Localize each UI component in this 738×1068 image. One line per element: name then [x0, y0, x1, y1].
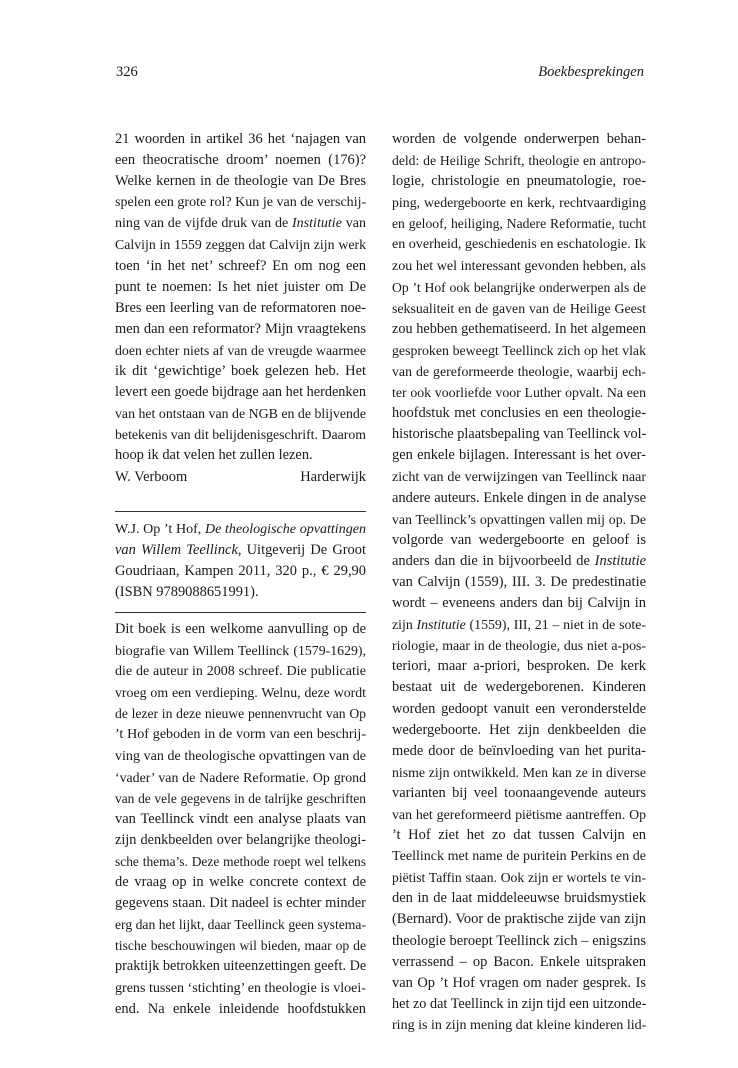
text-line: vroeg om een verdieping. Welnu, deze wordt	[115, 685, 366, 701]
text-line: sche thema’s. Deze methode roept wel telkens	[115, 854, 366, 869]
page-number: 326	[116, 64, 138, 80]
text-line: end. Na enkele inleidende hoofdstukken	[115, 1000, 366, 1017]
text-line: betekenis van dit belijdenisgeschrift. Daarom	[115, 427, 367, 443]
text-line: biografie van Willem Teellinck (1579-1629),	[115, 643, 366, 659]
text-line: verrassend – op Bacon. Enkele uitspraken	[392, 953, 646, 970]
text-line: worden gedoopt vanuit een veronderstelde	[392, 700, 646, 717]
text-line: zou hebben gethematiseerd. In het algemeen	[392, 320, 646, 337]
reviewer-place: Harderwijk	[300, 468, 366, 485]
text-line: gen enkele bijlagen. Interessant is het over-	[392, 447, 646, 464]
text-line: tische beschouwingen wil bieden, maar op de	[115, 938, 366, 954]
text-line: Welke kernen in de theologie van De Bres	[115, 173, 366, 190]
text-line: hoofdstuk met conclusies en een theologie-	[392, 405, 646, 422]
text-line: zijn denkbeelden over belangrijke theologi-	[115, 831, 366, 848]
text-line: zicht van de verwijzingen van Teellinck naar	[392, 468, 646, 485]
text-line: de vraag op in welke concrete context de	[115, 874, 366, 891]
text-line: die de auteur in 2008 schreef. Die publicatie	[115, 663, 366, 680]
text-line: van het gereformeerd piëtisme aantreffen. Op	[392, 807, 646, 822]
text-line: ring is in zijn mening dat kleine kinderen lid-	[392, 1016, 647, 1033]
text-line: praktijk betrokken uiteenzettingen geeft. De	[115, 958, 367, 975]
text-line: ik dit ‘gewichtige’ boek gelezen heb. Het	[115, 363, 366, 380]
left-column	[115, 129, 366, 1020]
text-line: toen ‘in het net’ schreef? En om nog een	[115, 257, 366, 274]
text-line: ping, wedergeboorte en kerk, rechtvaardiging	[392, 195, 646, 211]
text-line: de lezer in deze nieuwe pennenvrucht van Op	[115, 706, 366, 722]
text-line: 21 woorden in artikel 36 het ‘najagen van	[115, 131, 366, 147]
text-line: een theocratische droom’ noemen (176)?	[115, 152, 366, 169]
text-line: Teellinck met name de puritein Perkins en de	[392, 848, 646, 865]
text-line: van Willem Teellinck, Uitgeverij De Groot	[115, 541, 366, 558]
text-line: Op ’t Hof ook belangrijke onderwerpen als de	[392, 279, 646, 295]
right-column	[392, 129, 646, 1036]
text-line: van de vele gegevens in de talrijke geschriften	[115, 790, 366, 806]
text-line: zou het wel interessant gevonden hebben, als	[392, 257, 646, 274]
text-line: grens tussen ‘stichting’ en theologie is vloei-	[115, 979, 366, 996]
text-line: Goudriaan, Kampen 2011, 320 p., € 29,90	[115, 562, 366, 579]
text-line: van Op ’t Hof vragen om nader gesprek. Is	[392, 974, 646, 991]
text-line: ’t Hof geboden in de vorm van een beschrij-	[115, 726, 366, 743]
text-line: seksualiteit en de gaven van de Heilige Geest	[392, 300, 646, 316]
text-line: doen echter niets af van de vreugde waarmee	[115, 342, 366, 358]
text-line: van Teellinck vindt een analyse plaats van	[115, 810, 366, 827]
text-line: deld: de Heilige Schrift, theologie en antropo-	[392, 153, 646, 169]
text-line: gesproken beweegt Teellinck zich op het vlak	[392, 342, 646, 358]
text-line: en geloof, heiliging, Nadere Reformatie, tucht	[392, 216, 646, 232]
reviewer-name: W. Verboom	[115, 468, 188, 485]
text-line: levert een goede bijdrage aan het herdenken	[115, 384, 366, 401]
text-line: volgorde van wedergeboorte en geloof is	[392, 531, 646, 548]
text-line: ning van de vijfde druk van de Institutie van	[115, 215, 366, 232]
text-line: Bres een leerling van de reformatoren noe-	[115, 299, 366, 316]
text-line: logie, christologie en pneumatologie, roe-	[392, 173, 646, 190]
text-line: theologie beroept Teellinck zich – enigszins	[392, 932, 646, 949]
text-line: men dan een reformator? Mijn vraagtekens	[115, 320, 366, 337]
text-line: ‘vader’ van de Nadere Reformatie. Op grond	[115, 769, 366, 785]
text-line: nisme zijn ontwikkeld. Men kan ze in diverse	[392, 764, 646, 780]
text-line: worden de volgende onderwerpen behan-	[392, 131, 646, 147]
running-head: Boekbesprekingen	[538, 64, 644, 80]
text-line: het zo dat Teellinck in zijn tijd een uitzonde-	[392, 995, 647, 1012]
text-line: (Bernard). Voor de praktische zijde van zijn	[392, 911, 646, 928]
text-line: anders dan die in bijvoorbeeld de Institutie	[392, 552, 646, 569]
reviewer-signature	[115, 467, 366, 488]
book-citation	[115, 512, 366, 603]
text-line: wordt – eveneens anders dan bij Calvijn in	[392, 595, 646, 612]
text-line: spelen een grote rol? Kun je van de verschij-	[115, 194, 367, 211]
text-line: gegevens staan. Dit nadeel is echter minder	[115, 895, 366, 912]
text-line: bestaat uit de wedergeborenen. Kinderen	[392, 679, 646, 696]
text-line: wedergeboorte. Het zijn denkbeelden die	[392, 721, 646, 738]
text-line: historische plaatsbepaling van Teellinck vol-	[392, 426, 647, 443]
text-line: (ISBN 9789088651991).	[115, 583, 259, 600]
text-line: erg dan het lijkt, daar Teellinck geen systema-	[115, 917, 366, 933]
text-line: riologie, maar in de theologie, dus niet a-pos-	[392, 638, 646, 654]
text-line: ving van de theologische opvattingen van de	[115, 747, 366, 764]
review-continuation	[115, 129, 366, 488]
text-line: van Teellinck’s opvattingen vallen mij op. De	[392, 511, 646, 527]
text-line: W.J. Op ’t Hof, De theologische opvattingen	[115, 520, 367, 537]
text-line: ter ook voorliefde voor Luther opvalt. Na een	[392, 385, 646, 401]
text-line: varianten bij veel toonaangevende auteurs	[392, 784, 646, 801]
text-line: van de gereformeerde theologie, waarbij ech-	[392, 364, 646, 380]
text-line: teriori, maar a-priori, besproken. De kerk	[392, 658, 646, 675]
text-line: hoop ik dat velen het zullen lezen.	[115, 447, 313, 464]
text-line: van het ontstaan van de NGB en de blijvende	[115, 406, 366, 422]
text-line: ’t Hof ziet het zo dat tussen Calvijn en	[392, 827, 646, 844]
text-line: andere auteurs. Enkele dingen in de analyse	[392, 489, 646, 506]
text-line: mede door de beïnvloeding van het purita-	[392, 742, 646, 759]
text-line: den in de laat middeleeuwse bruidsmystiek	[392, 890, 646, 907]
text-line: zijn Institutie (1559), III, 21 – niet in de sote-	[392, 617, 646, 633]
text-line: piëtist Taffin staan. Ook zijn er wortels te vin-	[392, 870, 646, 886]
text-line: en overheid, geschiedenis en eschatologie. Ik	[392, 236, 646, 253]
text-line: Calvijn in 1559 zeggen dat Calvijn zijn werk	[115, 237, 366, 253]
text-line: punt te noemen: Is het niet juister om De	[115, 278, 366, 295]
review-body	[115, 613, 366, 1020]
text-line: Dit boek is een welkome aanvulling op de	[115, 620, 366, 637]
text-line: van Calvijn (1559), III. 3. De predestinatie	[392, 573, 646, 590]
